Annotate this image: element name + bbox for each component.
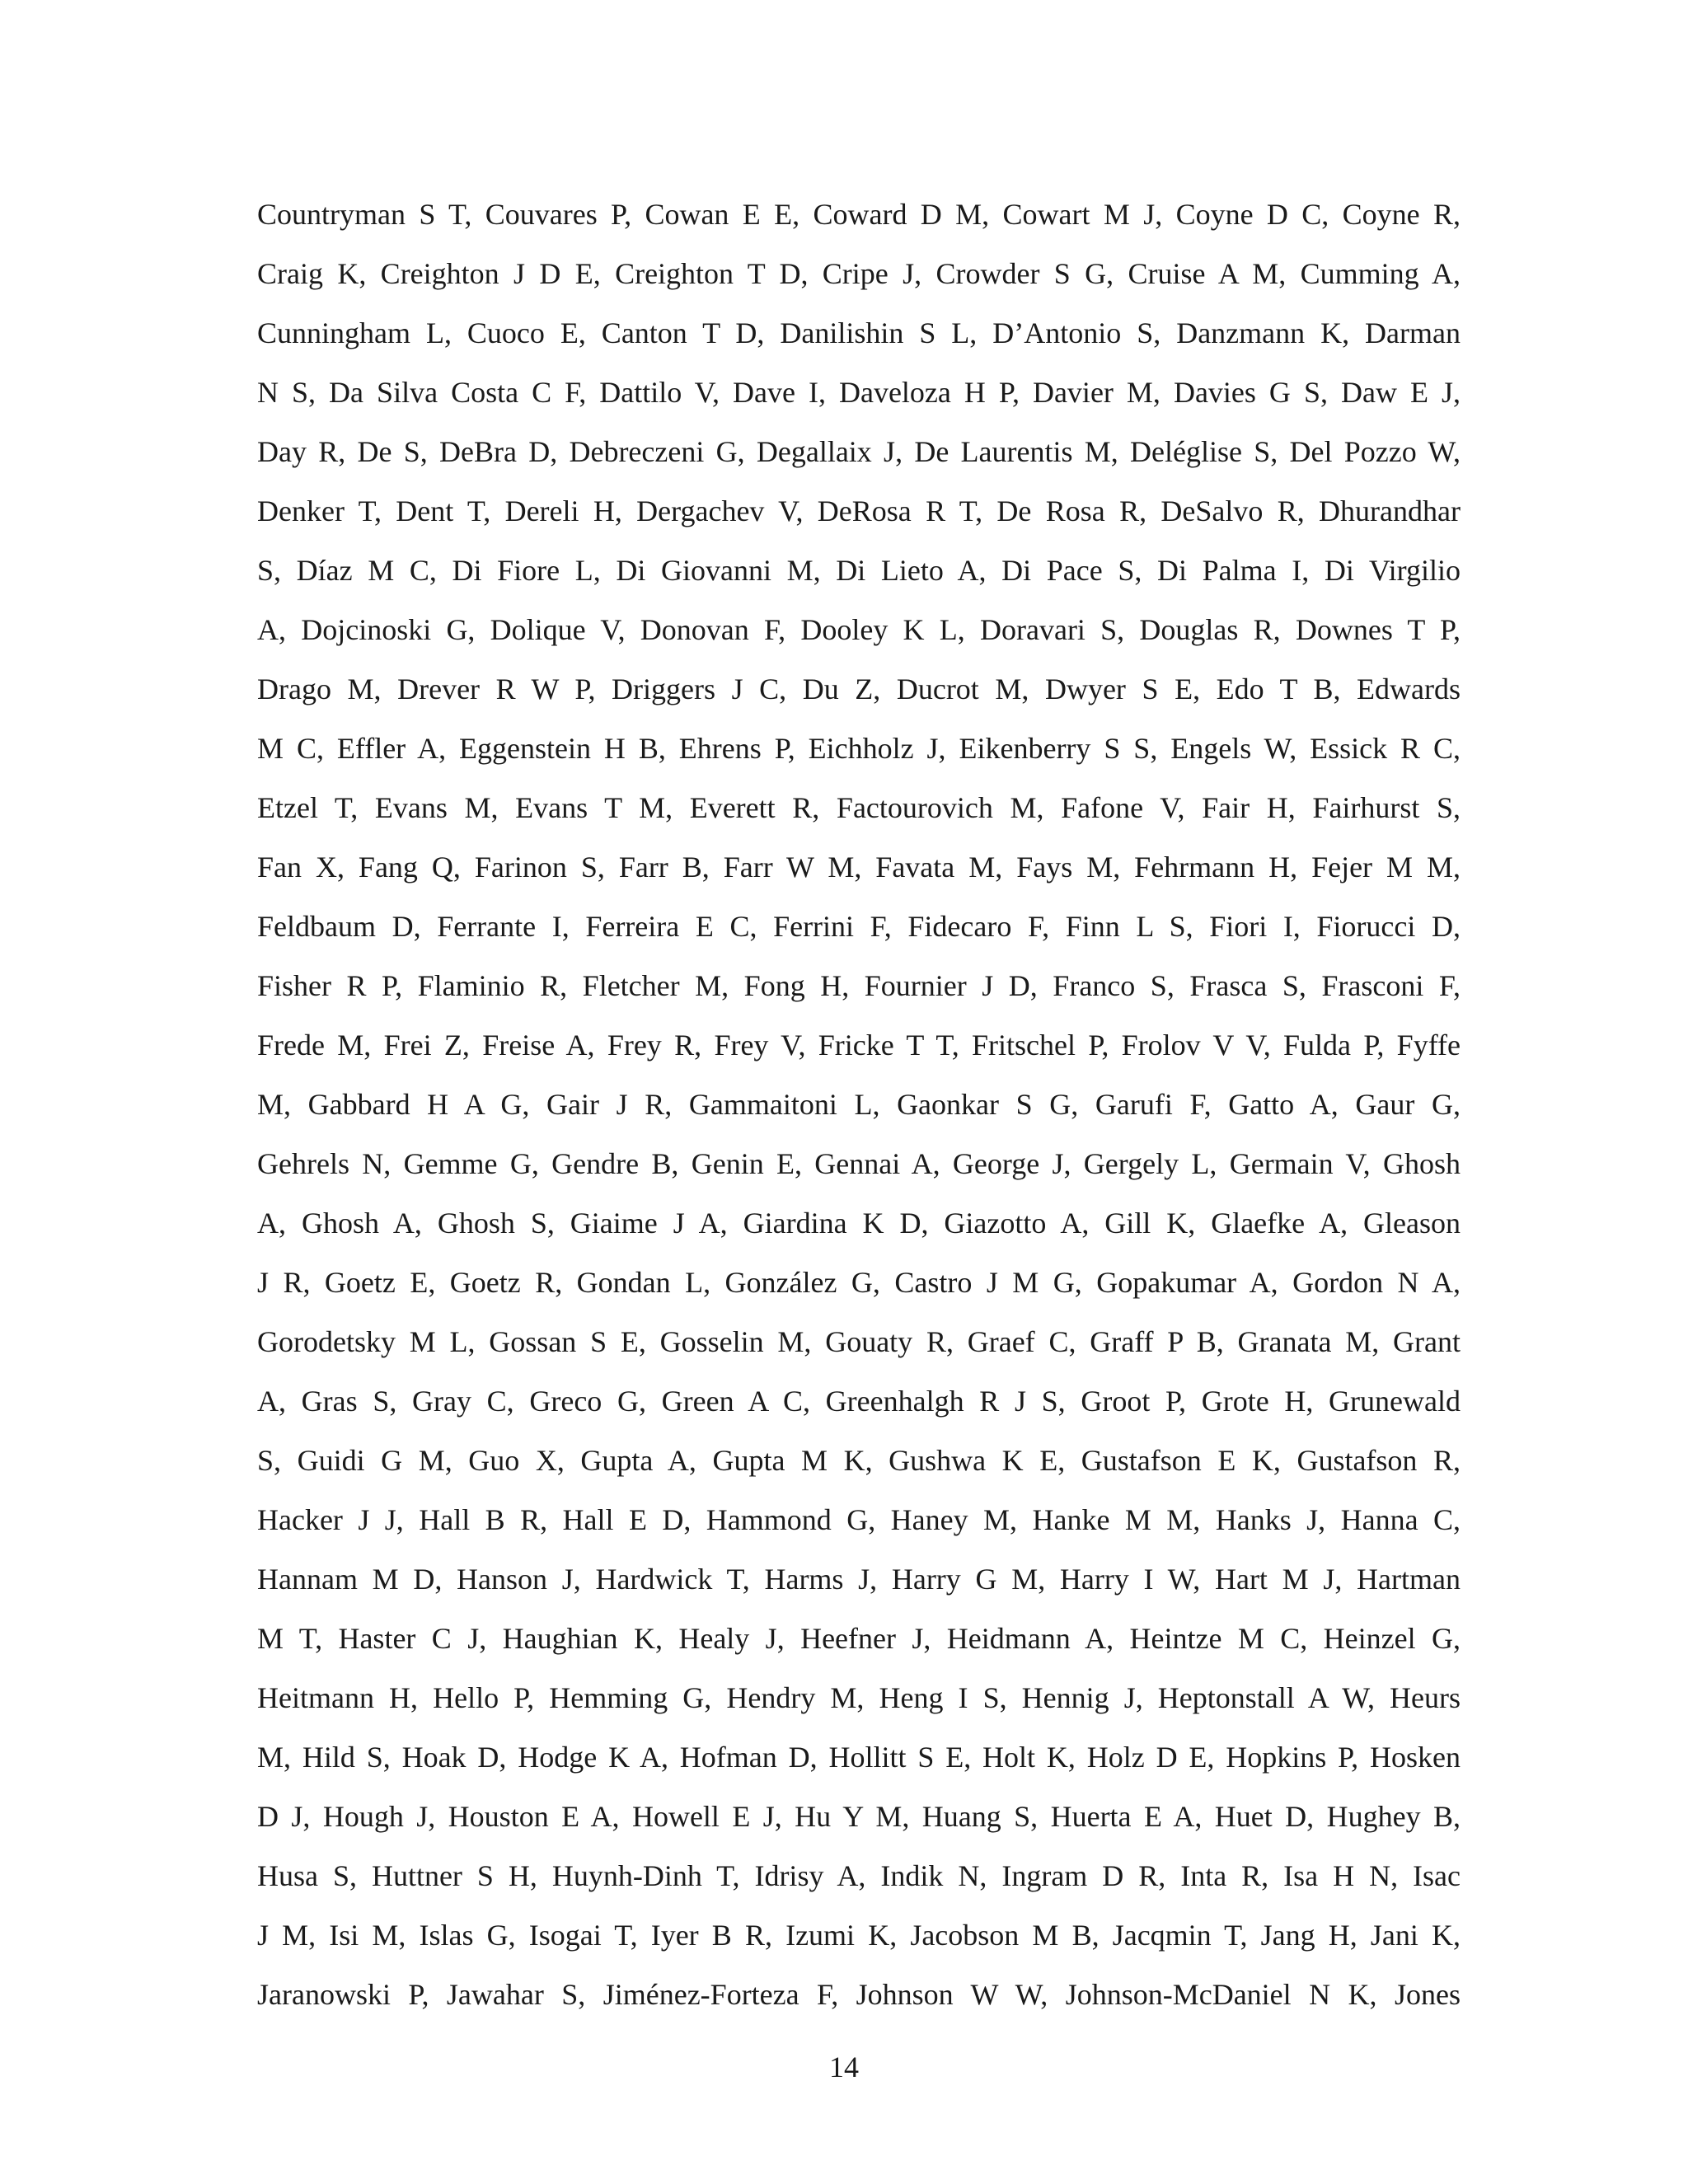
text-line: Countryman S T, Couvares P, Cowan E E, Coward D M, Cowart M J, Coyne D C, Coyne R, (257, 198, 1461, 231)
page-number: 14 (829, 2050, 859, 2083)
text-line: D J, Hough J, Houston E A, Howell E J, Hu Y M, Huang S, Huerta E A, Huet D, Hughey B, (257, 1800, 1461, 1833)
text-line: J M, Isi M, Islas G, Isogai T, Iyer B R, Izumi K, Jacobson M B, Jacqmin T, Jang H, Jani K, (257, 1919, 1461, 1952)
text-line: S, Guidi G M, Guo X, Gupta A, Gupta M K, Gushwa K E, Gustafson E K, Gustafson R, (257, 1444, 1461, 1477)
text-line: J R, Goetz E, Goetz R, Gondan L, González G, Castro J M G, Gopakumar A, Gordon N A, (257, 1266, 1461, 1299)
text-line: S, Díaz M C, Di Fiore L, Di Giovanni M, Di Lieto A, Di Pace S, Di Palma I, Di Virgilio (257, 554, 1461, 587)
text-line: M C, Effler A, Eggenstein H B, Ehrens P, Eichholz J, Eikenberry S S, Engels W, Essick R C, (257, 732, 1461, 765)
text-line: M, Hild S, Hoak D, Hodge K A, Hofman D, Hollitt S E, Holt K, Holz D E, Hopkins P, Hosken (257, 1741, 1461, 1774)
text-line: Gehrels N, Gemme G, Gendre B, Genin E, Gennai A, George J, Gergely L, Germain V, Ghosh (257, 1147, 1461, 1180)
text-line: Feldbaum D, Ferrante I, Ferreira E C, Ferrini F, Fidecaro F, Finn L S, Fiori I, Fiorucci D, (257, 910, 1461, 943)
text-line: Drago M, Drever R W P, Driggers J C, Du Z, Ducrot M, Dwyer S E, Edo T B, Edwards (257, 673, 1461, 705)
text-line: A, Ghosh A, Ghosh S, Giaime J A, Giardina K D, Giazotto A, Gill K, Glaefke A, Gleason (257, 1207, 1461, 1240)
text-line: M T, Haster C J, Haughian K, Healy J, Heefner J, Heidmann A, Heintze M C, Heinzel G, (257, 1622, 1461, 1655)
text-line: Cunningham L, Cuoco E, Canton T D, Danilishin S L, D’Antonio S, Danzmann K, Darman (257, 316, 1461, 349)
text-line: Husa S, Huttner S H, Huynh-Dinh T, Idrisy A, Indik N, Ingram D R, Inta R, Isa H N, Isac (257, 1859, 1461, 1892)
text-line: Hacker J J, Hall B R, Hall E D, Hammond G, Haney M, Hanke M M, Hanks J, Hanna C, (257, 1503, 1461, 1536)
text-line: Day R, De S, DeBra D, Debreczeni G, Degallaix J, De Laurentis M, Deléglise S, Del Pozzo W, (257, 435, 1461, 468)
author-list-paragraph (257, 185, 1461, 2024)
text-line: M, Gabbard H A G, Gair J R, Gammaitoni L, Gaonkar S G, Garufi F, Gatto A, Gaur G, (257, 1088, 1461, 1121)
text-line: Fan X, Fang Q, Farinon S, Farr B, Farr W M, Favata M, Fays M, Fehrmann H, Fejer M M, (257, 851, 1461, 883)
text-line: Fisher R P, Flaminio R, Fletcher M, Fong H, Fournier J D, Franco S, Frasca S, Frasconi F, (257, 969, 1461, 1002)
text-line: N S, Da Silva Costa C F, Dattilo V, Dave I, Daveloza H P, Davier M, Davies G S, Daw E J, (257, 376, 1461, 409)
text-line: Frede M, Frei Z, Freise A, Frey R, Frey V, Fricke T T, Fritschel P, Frolov V V, Fulda P, Fyffe (257, 1029, 1461, 1062)
text-line: Jaranowski P, Jawahar S, Jiménez-Forteza F, Johnson W W, Johnson-McDaniel N K, Jones (257, 1978, 1461, 2011)
text-line: A, Gras S, Gray C, Greco G, Green A C, Greenhalgh R J S, Groot P, Grote H, Grunewald (257, 1385, 1461, 1418)
text-line: Gorodetsky M L, Gossan S E, Gosselin M, Gouaty R, Graef C, Graff P B, Granata M, Grant (257, 1325, 1461, 1358)
text-line: A, Dojcinoski G, Dolique V, Donovan F, Dooley K L, Doravari S, Douglas R, Downes T P, (257, 613, 1461, 646)
text-line: Craig K, Creighton J D E, Creighton T D, Cripe J, Crowder S G, Cruise A M, Cumming A, (257, 257, 1461, 290)
text-line: Hannam M D, Hanson J, Hardwick T, Harms J, Harry G M, Harry I W, Hart M J, Hartman (257, 1563, 1461, 1596)
text-line: Etzel T, Evans M, Evans T M, Everett R, Factourovich M, Fafone V, Fair H, Fairhurst S, (257, 791, 1461, 824)
text-line: Denker T, Dent T, Dereli H, Dergachev V, DeRosa R T, De Rosa R, DeSalvo R, Dhurandhar (257, 494, 1461, 527)
text-line: Heitmann H, Hello P, Hemming G, Hendry M, Heng I S, Hennig J, Heptonstall A W, Heurs (257, 1681, 1461, 1714)
